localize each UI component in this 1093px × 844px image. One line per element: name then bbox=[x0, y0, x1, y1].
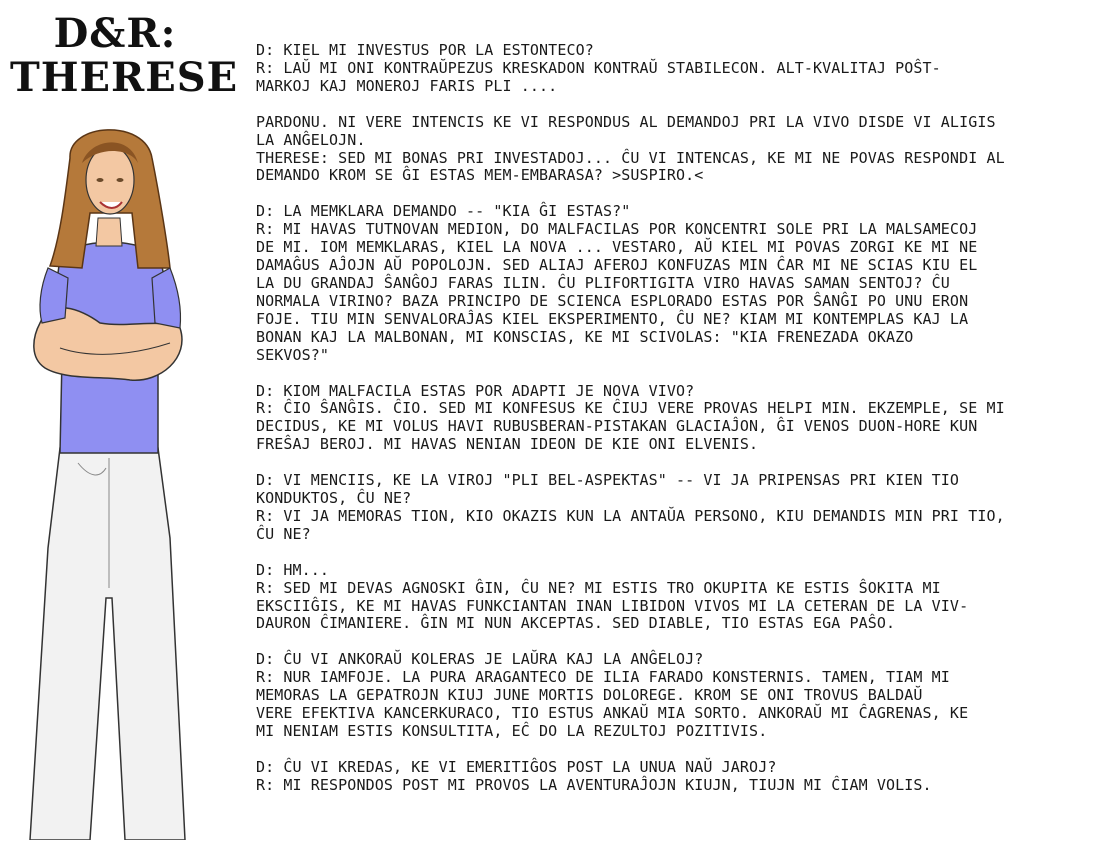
pants-shape bbox=[30, 448, 185, 840]
text-line: D: ĈU VI KREDAS, KE VI EMERITIĜOS POST LA UNUA NAŬ JAROJ? bbox=[256, 757, 777, 776]
text-line: THERESE: SED MI BONAS PRI INVESTADOJ... ĈU VI INTENCAS, KE MI NE POVAS RESPONDI AL bbox=[256, 148, 1005, 167]
text-line: D: VI MENCIIS, KE LA VIROJ "PLI BEL-ASPEKTAS" -- VI JA PRIPENSAS PRI KIEN TIO bbox=[256, 471, 960, 490]
text-line: R: MI HAVAS TUTNOVAN MEDION, DO MALFACILAS POR KONCENTRI SOLE PRI LA MALSAMECOJ bbox=[256, 220, 978, 239]
text-line: FREŜAJ BEROJ. MI HAVAS NENIAN IDEON DE KIE ONI ELVENIS. bbox=[256, 435, 759, 454]
text-line: FOJE. TIU MIN SENVALORAĴAS KIEL EKSPERIMENTO, ĈU NE? KIAM MI KONTEMPLAS KAJ LA bbox=[256, 309, 969, 328]
text-line: MEMORAS LA GEPATROJN KIUJ JUNE MORTIS DOLOREGE. KROM SE ONI TROVUS BALDAŬ bbox=[256, 686, 923, 705]
text-line: EKSCIIĜIS, KE MI HAVAS FUNKCIANTAN INAN LIBIDON VIVOS MI LA CETERAN DE LA VIV- bbox=[256, 596, 969, 615]
text-line: ĈU NE? bbox=[256, 524, 311, 543]
text-line: DAURON ĈIMANIERE. ĜIN MI NUN AKCEPTAS. SED DIABLE, TIO ESTAS EGA PAŜO. bbox=[256, 614, 896, 633]
text-line: R: NUR IAMFOJE. LA PURA ARAGANTECO DE ILIA FARADO KONSTERNIS. TAMEN, TIAM MI bbox=[256, 668, 950, 687]
text-line: R: LAŬ MI ONI KONTRAŬPEZUS KRESKADON KONTRAŬ STABILECON. ALT-KVALITAJ POŜT- bbox=[256, 58, 941, 77]
text-line: MI NENIAM ESTIS KONSULTITA, EĈ DO LA REZULTOJ POZITIVIS. bbox=[256, 722, 768, 740]
text-line: DAMAĜUS AĴOJN AŬ POPOLOJN. SED ALIAJ AFEROJ KONFUZAS MIN ĈAR MI NE SCIAS KIU EL bbox=[256, 256, 978, 275]
page-title bbox=[10, 10, 239, 101]
text-line: SEKVOS?" bbox=[256, 345, 330, 364]
text-line: D: HM... bbox=[256, 560, 330, 579]
text-line: D: LA MEMKLARA DEMANDO -- "KIA ĜI ESTAS?" bbox=[256, 202, 631, 221]
qa-paragraph bbox=[256, 562, 1086, 634]
interview-text bbox=[256, 42, 1086, 813]
qa-paragraph bbox=[256, 203, 1086, 364]
text-line: R: VI JA MEMORAS TION, KIO OKAZIS KUN LA ANTAŬA PERSONO, KIU DEMANDIS MIN PRI TIO, bbox=[256, 506, 1005, 525]
qa-paragraph bbox=[256, 759, 1086, 795]
text-line: KONDUKTOS, ĈU NE? bbox=[256, 489, 412, 508]
qa-paragraph bbox=[256, 472, 1086, 544]
character-illustration bbox=[20, 118, 200, 840]
title-line-1: D&R: bbox=[53, 10, 177, 57]
qa-paragraph bbox=[256, 42, 1086, 96]
qa-paragraph bbox=[256, 114, 1086, 186]
text-line: R: ĈIO ŜANĜIS. ĈIO. SED MI KONFESUS KE ĈIUJ VERE PROVAS HELPI MIN. EKZEMPLE, SE MI bbox=[256, 399, 1005, 418]
text-line: NORMALA VIRINO? BAZA PRINCIPO DE SCIENCA ESPLORADO ESTAS POR ŜANĜI PO UNU ERON bbox=[256, 291, 969, 310]
text-line: D: ĈU VI ANKORAŬ KOLERAS JE LAŬRA KAJ LA ANĜELOJ? bbox=[256, 650, 704, 669]
text-line: PARDONU. NI VERE INTENCIS KE VI RESPONDUS AL DEMANDOJ PRI LA VIVO DISDE VI ALIGIS bbox=[256, 112, 996, 131]
text-line: DEMANDO KROM SE ĜI ESTAS MEM-EMBARASA? >SUSPIRO.< bbox=[256, 166, 704, 185]
text-line: R: SED MI DEVAS AGNOSKI ĜIN, ĈU NE? MI ESTIS TRO OKUPITA KE ESTIS ŜOKITA MI bbox=[256, 578, 941, 597]
text-line: R: MI RESPONDOS POST MI PROVOS LA AVENTURAĴOJN KIUJN, TIUJN MI ĈIAM VOLIS. bbox=[256, 775, 932, 794]
text-line: LA DU GRANDAJ ŜANĜOJ FARAS ILIN. ĈU PLIFORTIGITA VIRO HAVAS SAMAN SENTOJ? ĈU bbox=[256, 273, 950, 292]
qa-paragraph bbox=[256, 383, 1086, 455]
text-line: BONAN KAJ LA MALBONAN, MI KONSCIAS, KE MI SCIVOLAS: "KIA FRENEZADA OKAZO bbox=[256, 327, 914, 346]
woman-figure-drawing bbox=[20, 118, 200, 840]
text-line: D: KIEL MI INVESTUS POR LA ESTONTECO? bbox=[256, 41, 594, 59]
text-line: D: KIOM MALFACILA ESTAS POR ADAPTI JE NOVA VIVO? bbox=[256, 381, 695, 400]
text-line: LA ANĜELOJN. bbox=[256, 130, 366, 149]
text-line: MARKOJ KAJ MONEROJ FARIS PLI .... bbox=[256, 76, 558, 95]
text-line: DECIDUS, KE MI VOLUS HAVI RUBUSBERAN-PISTAKAN GLACIAĴON, ĜI VENOS DUON-HORE KUN bbox=[256, 417, 978, 436]
title-line-2: THERESE bbox=[10, 54, 239, 101]
text-line: VERE EFEKTIVA KANCERKURACO, TIO ESTUS ANKAŬ MIA SORTO. ANKORAŬ MI ĈAGRENAS, KE bbox=[256, 704, 969, 723]
text-line: DE MI. IOM MEMKLARAS, KIEL LA NOVA ... VESTARO, AŬ KIEL MI POVAS ZORGI KE MI NE bbox=[256, 238, 978, 257]
qa-paragraph bbox=[256, 651, 1086, 741]
